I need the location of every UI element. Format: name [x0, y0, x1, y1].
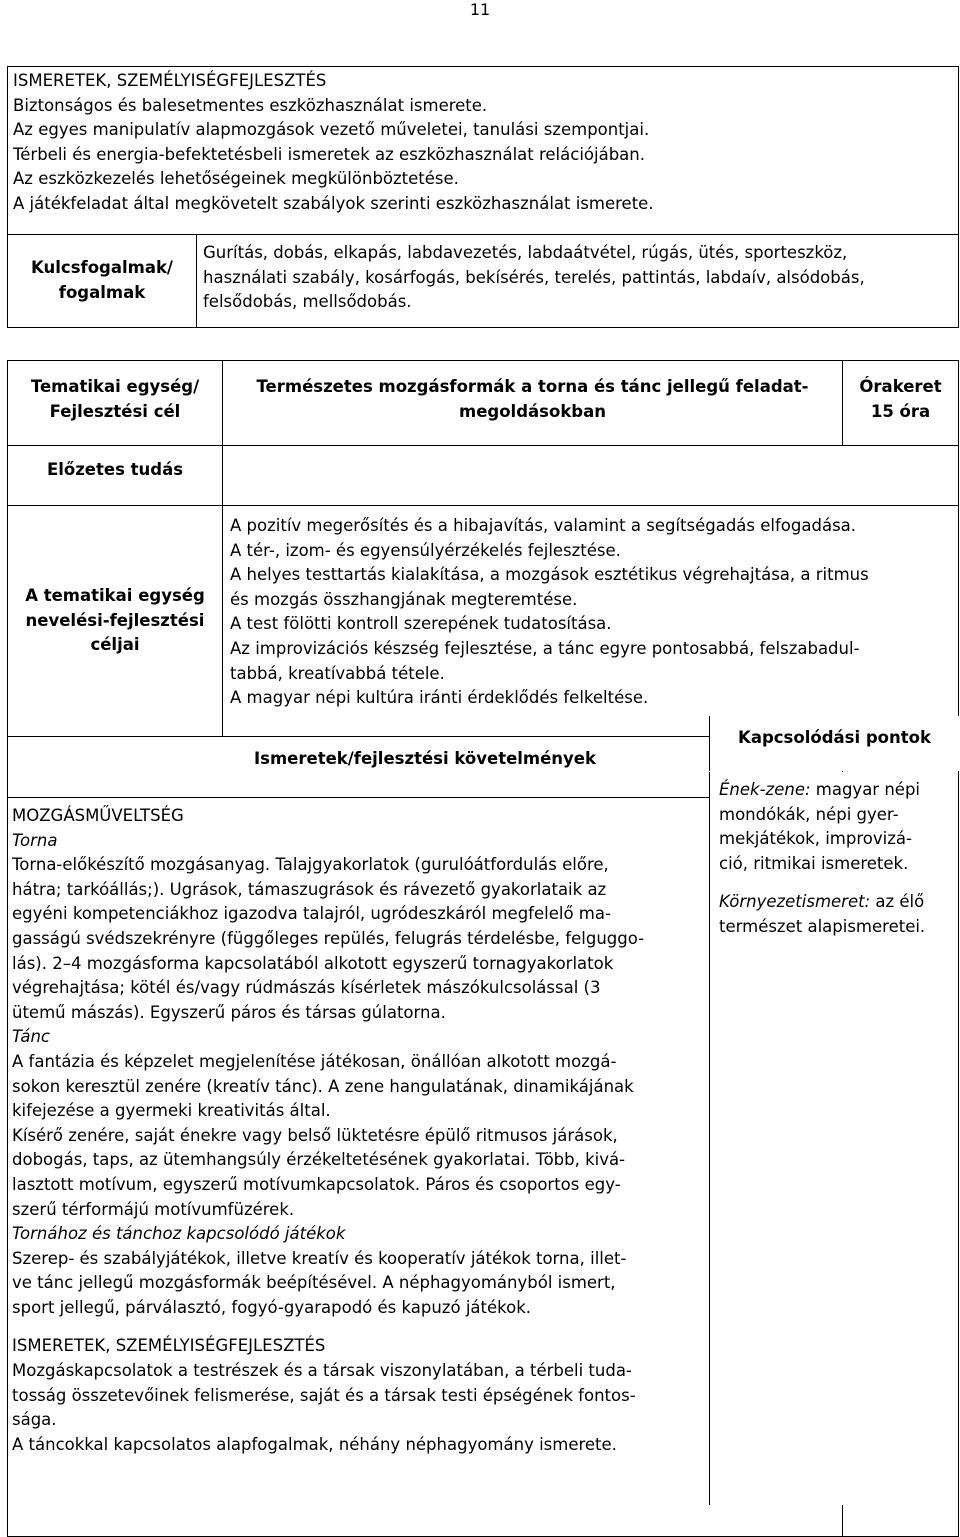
- goals-row: [8, 506, 959, 737]
- connections-header-overlay: [709, 716, 959, 771]
- goals-label-line: céljai: [90, 635, 140, 655]
- key-concepts-label-line: Kulcsfogalmak/: [31, 258, 173, 278]
- top-block-line: A játékfeladat által megkövetelt szabályok szerinti eszközhasználat ismerete.: [13, 193, 654, 213]
- hours-value: 15 óra: [870, 401, 931, 421]
- goals-label-line: nevelési-fejlesztési: [25, 610, 205, 630]
- connections-column: [709, 772, 958, 1505]
- tanc-line: sokon keresztül zenére (kreatív tánc). A zene hangulatának, dinamikájának: [12, 1076, 634, 1096]
- ismeretek-heading: ISMERETEK, SZEMÉLYISÉGFEJLESZTÉS: [12, 1336, 326, 1356]
- games-line: ve tánc jellegű mozgásformák beépítésével. A néphagyományból ismert,: [12, 1273, 616, 1293]
- unit-title-line: Természetes mozgásformák a torna és tánc jellegű feladat-: [256, 377, 809, 396]
- games-line: Szerep- és szabályjátékok, illetve kreatív és kooperatív játékok torna, illet-: [12, 1248, 627, 1268]
- ismeretek-line: Mozgáskapcsolatok a testrészek és a társak viszonylatában, a térbeli tuda-: [12, 1361, 632, 1381]
- hours-label: Órakeret: [859, 377, 942, 396]
- goals-line: A test fölötti kontroll szerepének tudatosítása.: [230, 614, 612, 634]
- conn-enek-zene-line: mondókák, népi gyer-: [719, 804, 899, 824]
- top-block: [8, 67, 959, 235]
- key-concepts-label: [8, 235, 197, 328]
- ismeretek-line: A táncokkal kapcsolatos alapfogalmak, néhány néphagyomány ismerete.: [12, 1434, 617, 1454]
- conn-kornyezet-label: Környezetismeret:: [719, 892, 871, 912]
- top-block-line: Az egyes manipulatív alapmozgások vezető műveletei, tanulási szempontjai.: [13, 120, 650, 140]
- prior-knowledge-label-text: Előzetes tudás: [46, 460, 184, 479]
- torna-line: ütemű mászás). Egyszerű páros és társas gúlatorna.: [12, 1002, 446, 1022]
- torna-title: Torna: [12, 830, 58, 850]
- top-block-line: Biztonságos és balesetmentes eszközhasználat ismerete.: [13, 95, 488, 115]
- goals-label: [8, 506, 223, 737]
- connections-header: Kapcsolódási pontok: [738, 728, 931, 747]
- unit-header-row: [8, 361, 959, 446]
- goals-line: Az improvizációs készség fejlesztése, a tánc egyre pontosabbá, felszabadul-: [230, 638, 860, 658]
- top-block-line: Térbeli és energia-befektetésbeli ismeretek az eszközhasználat relációjában.: [13, 144, 645, 164]
- tanc-line: dobogás, taps, az ütemhangsúly érzékeltetésének gyakorlatai. Több, kivá-: [12, 1150, 626, 1170]
- goals-line: A pozitív megerősítés és a hibajavítás, valamint a segítségadás elfogadása.: [230, 516, 857, 535]
- torna-line: egyéni kompetenciákhoz igazodva talajról, ugródeszkáról megfelelő ma-: [12, 904, 611, 924]
- goals-line: A helyes testtartás kialakítása, a mozgások esztétikus végrehajtása, a ritmus: [230, 565, 869, 585]
- requirements-header-text: Ismeretek/fejlesztési követelmények: [254, 749, 596, 768]
- tanc-line: Kísérő zenére, saját énekre vagy belső lüktetésre épülő ritmusos járások,: [12, 1125, 618, 1145]
- tanc-line: A fantázia és képzelet megjelenítése játékosan, önállóan alkotott mozgá-: [12, 1051, 617, 1071]
- conn-enek-zene-line: ció, ritmikai ismeretek.: [719, 853, 909, 873]
- key-concepts-text: [197, 235, 959, 328]
- goals-line: A magyar népi kultúra iránti érdeklődés felkeltése.: [230, 688, 649, 708]
- games-title: Tornához és tánchoz kapcsolódó játékok: [12, 1224, 346, 1244]
- torna-line: Torna-előkészítő mozgásanyag. Talajgyakorlatok (gurulóátfordulás előre,: [12, 855, 609, 875]
- prior-knowledge-row: [8, 446, 959, 506]
- unit-title-line: megoldásokban: [459, 401, 606, 421]
- goals-label-line: A tematikai egység: [25, 586, 205, 606]
- tanc-title: Tánc: [12, 1027, 50, 1047]
- top-block-row: [8, 67, 959, 235]
- conn-kornyezet-line: az élő: [870, 892, 925, 912]
- mozgasmuveltseg-heading: MOZGÁSMŰVELTSÉG: [12, 806, 184, 825]
- games-line: sport jellegű, párválasztó, fogyó-gyarapodó és kapuzó játékok.: [12, 1297, 531, 1317]
- conn-enek-zene-line: mekjátékok, improvizá-: [719, 829, 912, 849]
- tanc-line: kifejezése a gyermeki kreativitás által.: [12, 1101, 331, 1121]
- torna-line: lás). 2–4 mozgásforma kapcsolatából alkotott egyszerű tornagyakorlatok: [12, 953, 614, 973]
- ismeretek-line: tosság összetevőinek felismerése, saját és a társak testi épségének fontos-: [12, 1385, 636, 1405]
- conn-kornyezet-line: természet alapismeretei.: [719, 916, 926, 936]
- unit-title: [223, 361, 843, 446]
- key-concepts-row: [8, 235, 959, 328]
- unit-label-line: Fejlesztési cél: [49, 401, 181, 421]
- hours-cell: [843, 361, 959, 446]
- key-concepts-line: használati szabály, kosárfogás, bekísérés, terelés, pattintás, labdaív, alsódobás,: [203, 267, 865, 287]
- prior-knowledge-label: [8, 446, 223, 506]
- goals-line: és mozgás összhangjának megteremtése.: [230, 589, 578, 609]
- page-number: 11: [469, 0, 491, 19]
- torna-line: végrehajtása; kötél és/vagy rúdmászás kísérletek mászókulcsolással (3: [12, 978, 601, 998]
- key-concepts-line: Gurítás, dobás, elkapás, labdavezetés, labdaátvétel, rúgás, ütés, sporteszköz,: [203, 243, 848, 262]
- key-concepts-line: felsődobás, mellsődobás.: [203, 292, 412, 312]
- prior-knowledge-text: [223, 446, 959, 506]
- top-block-heading: ISMERETEK, SZEMÉLYISÉGFEJLESZTÉS: [13, 71, 327, 90]
- torna-line: gasságú svédszekrényre (függőleges repülés, felugrás térdelésbe, felguggo-: [12, 928, 645, 948]
- top-block-line: Az eszközkezelés lehetőségeinek megkülönböztetése.: [13, 169, 459, 189]
- unit-label-line: Tematikai egység/: [30, 377, 200, 396]
- key-concepts-label-line: fogalmak: [58, 283, 146, 302]
- conn-enek-zene-label: Ének-zene:: [719, 780, 811, 799]
- unit-label: [8, 361, 223, 446]
- goals-text: [223, 506, 959, 737]
- conn-enek-zene-line: magyar népi: [810, 780, 921, 799]
- goals-line: tabbá, kreatívabbá tétele.: [230, 663, 445, 683]
- tanc-line: lasztott motívum, egyszerű motívumkapcsolatok. Páros és csoportos egy-: [12, 1174, 621, 1194]
- competency-table: [7, 66, 959, 328]
- tanc-line: szerű térformájú motívumfüzérek.: [12, 1199, 295, 1219]
- goals-line: A tér-, izom- és egyensúlyérzékelés fejlesztése.: [230, 540, 621, 560]
- ismeretek-line: sága.: [12, 1410, 57, 1430]
- torna-line: hátra; tarkóállás;). Ugrások, támaszugrások és rávezető gyakorlataik az: [12, 879, 607, 899]
